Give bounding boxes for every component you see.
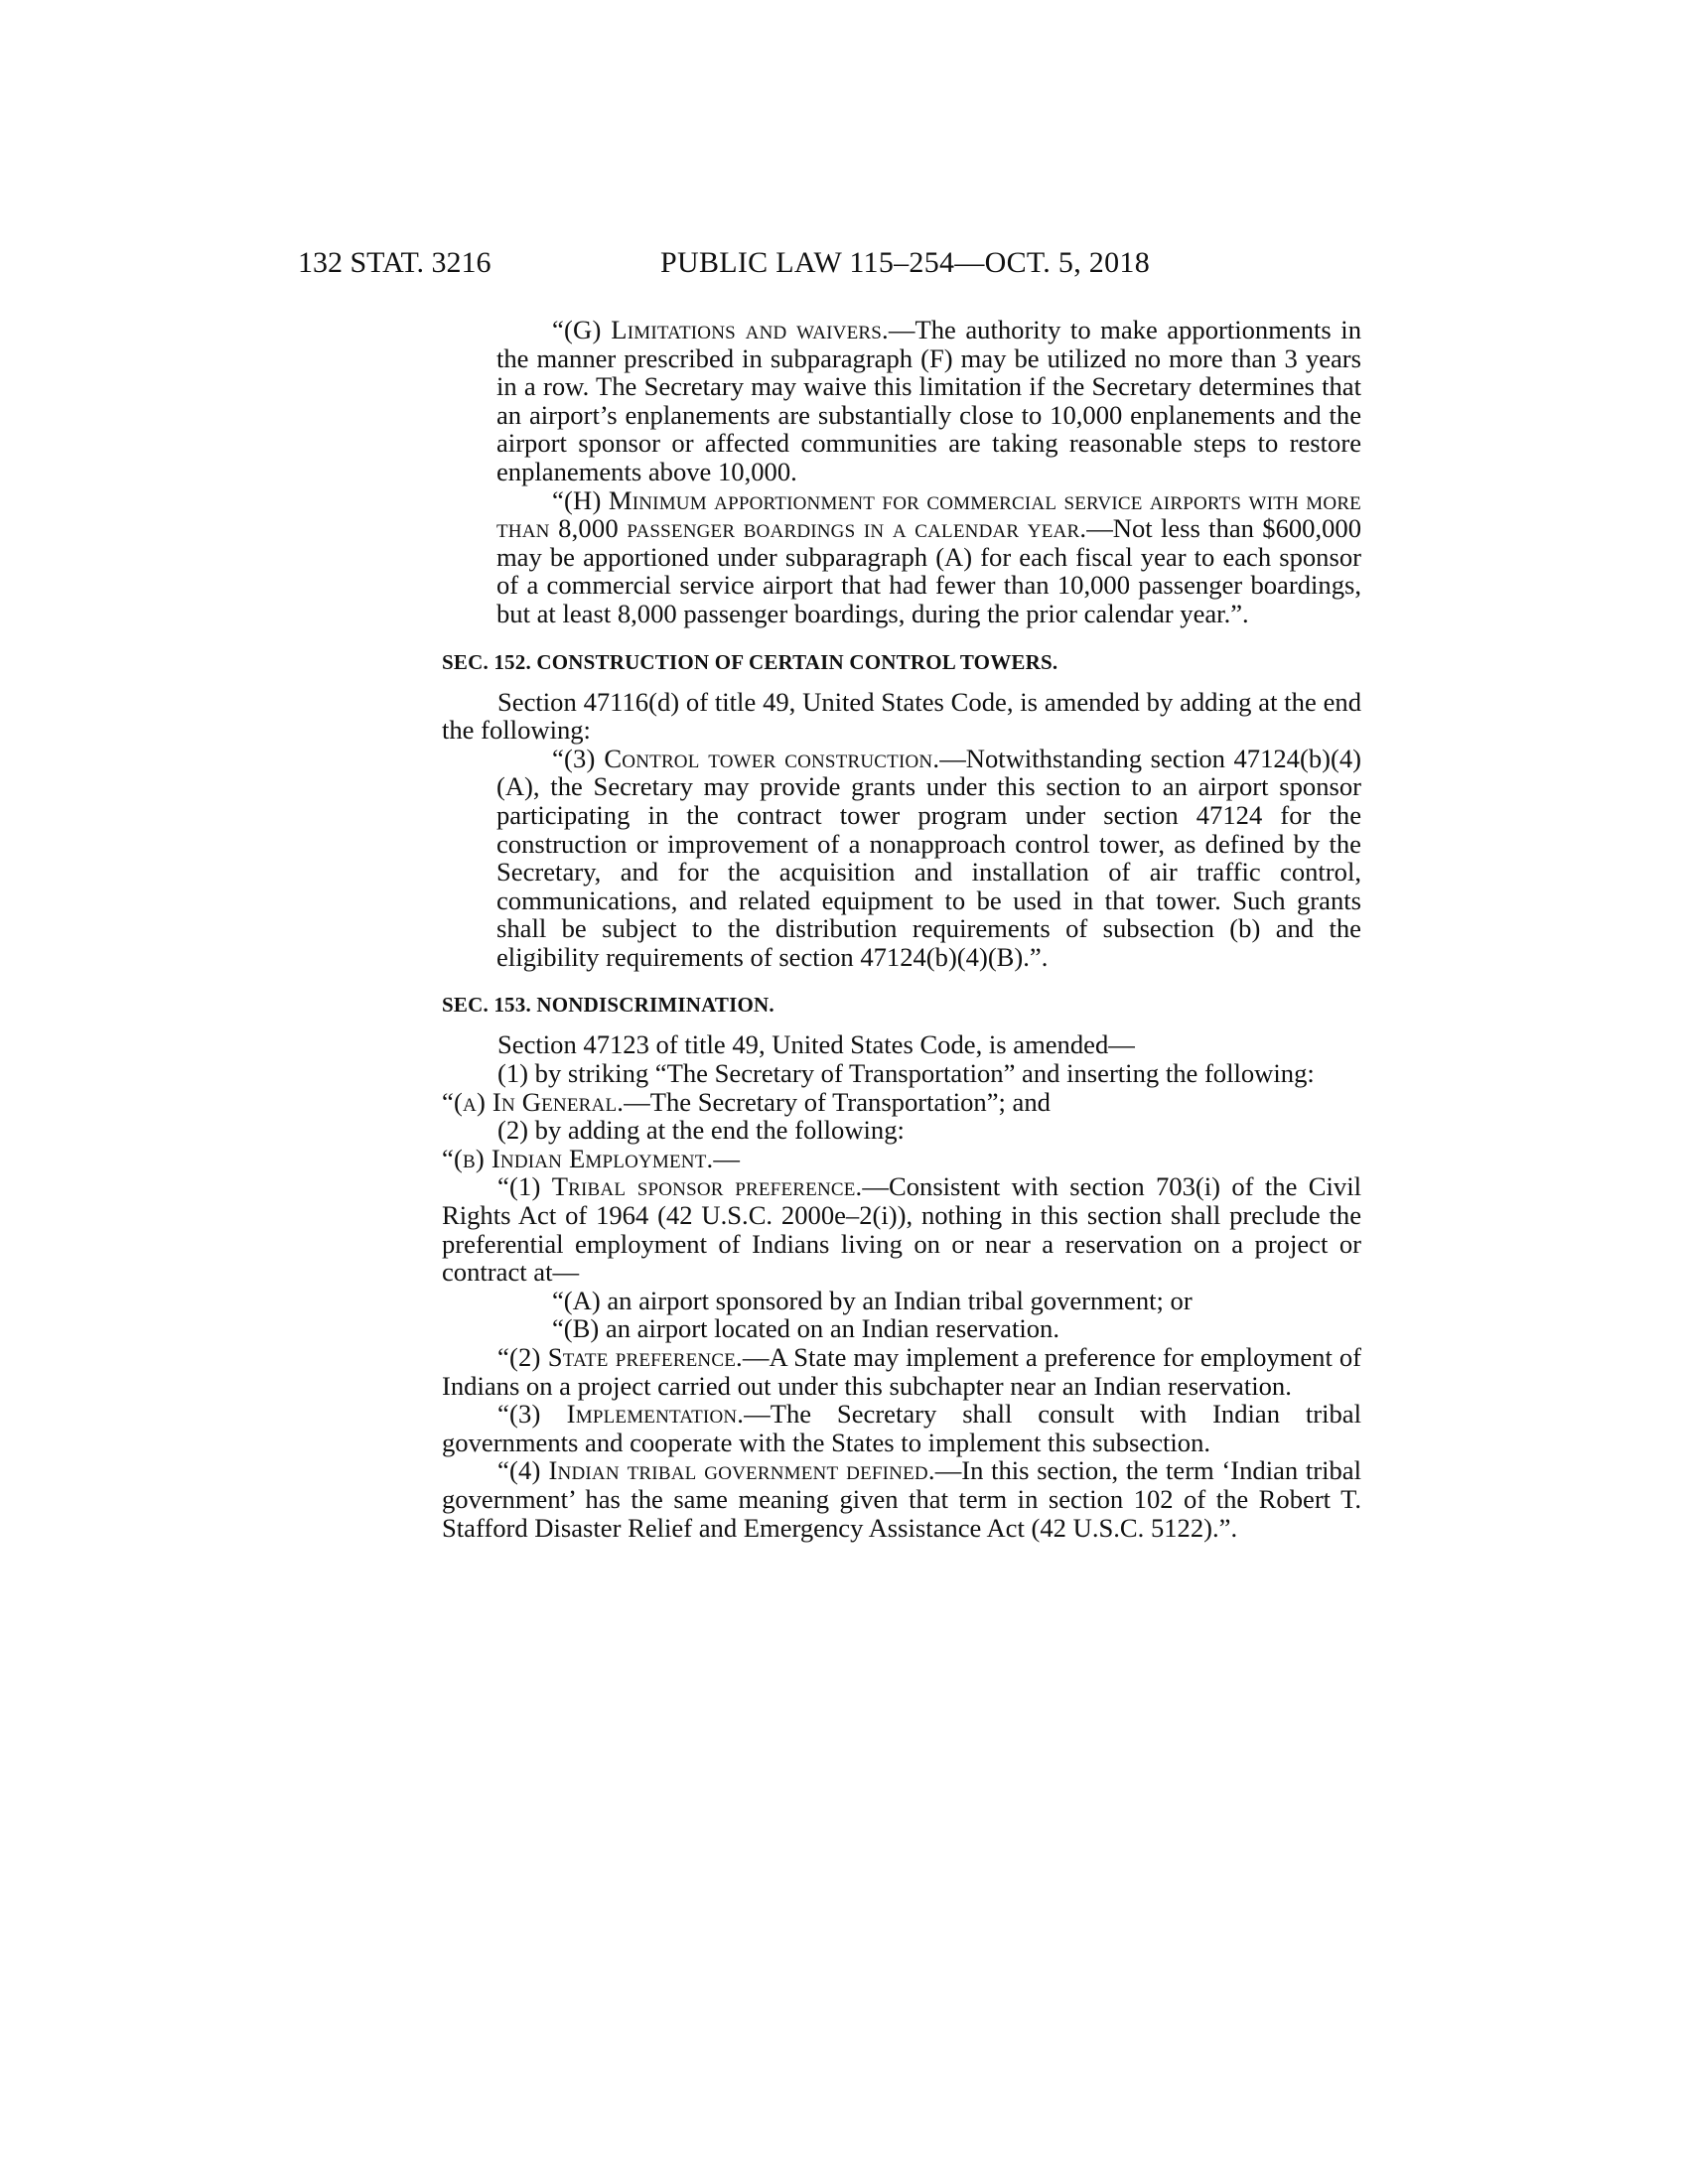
subsection-b-paragraph-2-heading: “(2) State preference. bbox=[497, 1342, 743, 1372]
section-152-paragraph-3 bbox=[496, 745, 1361, 972]
paragraph-g-heading: “(G) Limitations and waivers. bbox=[552, 315, 889, 344]
paragraph-g-text: —The authority to make apportionments in the manner prescribed in subparagraph (F) may be utilized no more than 3 years in a row. The Secretary may waive this limitation if the Secretary determines that an airport’s enplanements are substantially close to 10,000 enplanements and the airport sponsor or affected communities are taking reasonable steps to restore enplanements above 10,000. bbox=[496, 315, 1361, 486]
section-152-intro: Section 47116(d) of title 49, United States Code, is amended by adding at the end the following: bbox=[442, 686, 1361, 746]
subsection-b-heading: “(b) Indian Employment. bbox=[442, 1143, 714, 1173]
subsection-b-text: — bbox=[713, 1143, 740, 1173]
subparagraph-a: “(A) an airport sponsored by an Indian tribal government; or bbox=[552, 1285, 1193, 1315]
section-153-heading: SEC. 153. NONDISCRIMINATION. bbox=[442, 993, 774, 1018]
section-152-paragraph-3-heading: “(3) Control tower construction. bbox=[552, 743, 940, 773]
law-title: PUBLIC LAW 115–254—OCT. 5, 2018 bbox=[660, 246, 1151, 279]
subsection-b-paragraph-2-text: —A State may implement a preference for employment of Indians on a project carried out under this subchapter near an Indian reservation. bbox=[442, 1342, 1361, 1401]
subsection-b-paragraph-3-text: —The Secretary shall consult with Indian tribal governments and cooperate with the States to implement this subsection. bbox=[442, 1399, 1361, 1457]
subsection-b bbox=[442, 1145, 1361, 1173]
subsection-b-paragraph-3 bbox=[442, 1400, 1361, 1456]
section-153-intro: Section 47123 of title 49, United States Code, is amended— bbox=[497, 1029, 1135, 1060]
page-header bbox=[298, 246, 1390, 286]
paragraph-h bbox=[496, 486, 1361, 628]
section-153-item-2: (2) by adding at the end the following: bbox=[497, 1115, 905, 1146]
subsection-b-paragraph-4-text: —In this section, the term ‘Indian tribal government’ has the same meaning given that term in section 102 of the Robert T. Stafford Disaster Relief and Emergency Assistance Act (42 U.S.C. 5122).”. bbox=[442, 1455, 1361, 1543]
subsection-b-paragraph-3-heading: “(3) Implementation. bbox=[497, 1399, 745, 1430]
section-153-item-1: (1) by striking “The Secretary of Transportation” and inserting the following: bbox=[497, 1058, 1315, 1089]
paragraph-h-heading: “(H) Minimum apportionment for commercial service airports with more than 8,000 passenger boardings in a calendar year. bbox=[496, 484, 1361, 544]
subparagraph-b: “(B) an airport located on an Indian reservation. bbox=[552, 1313, 1059, 1344]
subsection-b-paragraph-4 bbox=[442, 1456, 1361, 1542]
statute-citation: 132 STAT. 3216 bbox=[298, 246, 492, 279]
subsection-b-paragraph-1-heading: “(1) Tribal sponsor preference. bbox=[497, 1171, 863, 1202]
subsection-b-paragraph-2 bbox=[442, 1343, 1361, 1400]
subsection-b-paragraph-1 bbox=[442, 1172, 1361, 1286]
subsection-b-paragraph-1-text: —Consistent with section 703(i) of the Civil Rights Act of 1964 (42 U.S.C. 2000e–2(i)), nothing in this section shall preclude the preferential employment of Indians living on or near a reservation on a project or contract at— bbox=[442, 1171, 1361, 1288]
subsection-b-paragraph-4-heading: “(4) Indian tribal government defined. bbox=[497, 1455, 935, 1486]
section-152-paragraph-3-text: —Notwithstanding section 47124(b)(4)(A), the Secretary may provide grants under this section to an airport sponsor participating in the contract tower program under section 47124 for the construction or improvement of a nonapproach control tower, as defined by the Secretary, and for the acquisition and installation of air traffic control, communications, and related equipment to be used in that tower. Such grants shall be subject to the distribution requirements of subsection (b) and the eligibility requirements of section 47124(b)(4)(B).”. bbox=[496, 743, 1361, 972]
section-152-heading: SEC. 152. CONSTRUCTION OF CERTAIN CONTROL TOWERS. bbox=[442, 649, 1058, 674]
paragraph-h-text: —Not less than $600,000 may be apportioned under subparagraph (A) for each fiscal year to each sponsor of a commercial service airport that had fewer than 10,000 passenger boardings, but at least 8,000 passenger boardings, during the prior calendar year.”. bbox=[496, 513, 1361, 628]
subsection-a-text: —The Secretary of Transportation”; and bbox=[624, 1086, 1051, 1117]
document-body bbox=[442, 315, 1361, 1543]
subsection-a bbox=[442, 1088, 1361, 1117]
subsection-a-heading: “(a) In General. bbox=[442, 1086, 625, 1117]
paragraph-g bbox=[496, 316, 1361, 486]
